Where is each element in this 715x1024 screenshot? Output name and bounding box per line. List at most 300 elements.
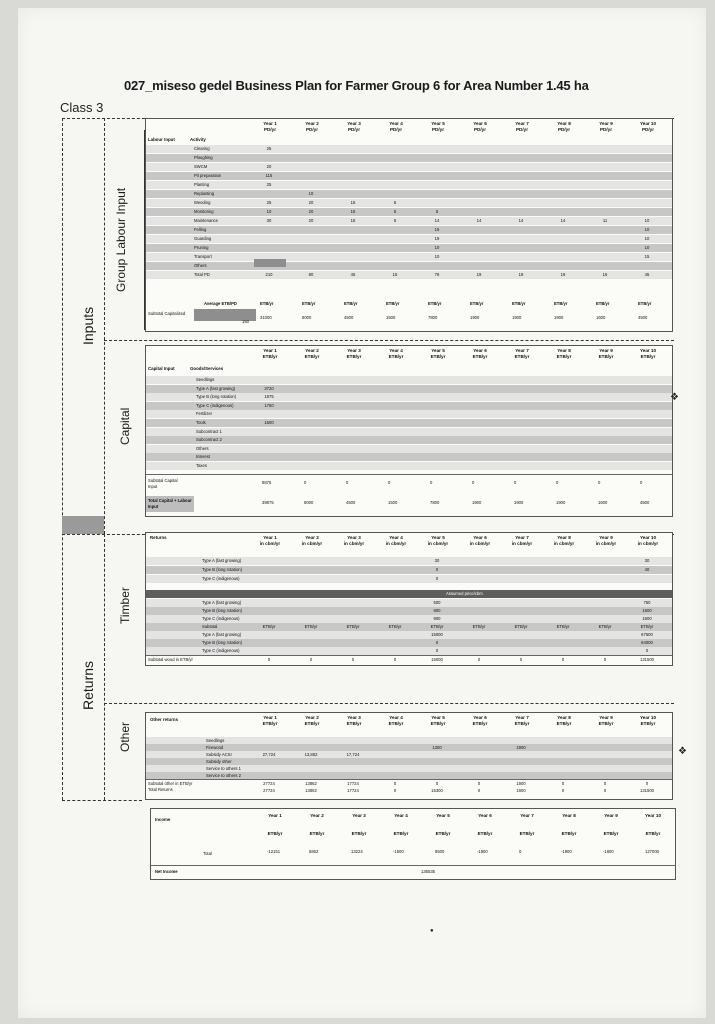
unit-label: ETB/yr <box>393 831 409 836</box>
unit-label: PD/yr <box>473 127 486 132</box>
row-label: Pruning <box>194 245 209 250</box>
unit-label: ETB/yr <box>472 624 486 629</box>
unit-label: ETB/yr <box>640 721 656 726</box>
row-label: Seedlings <box>196 377 215 382</box>
year-header <box>338 715 370 727</box>
year-label: Year 10 <box>644 813 662 818</box>
table-cell: 115 <box>265 173 273 178</box>
table-cell: 0 <box>477 657 481 662</box>
table-row <box>146 453 672 461</box>
year-header <box>464 715 496 727</box>
table-row <box>146 436 672 444</box>
returns-corner-label: Returns <box>150 535 167 540</box>
table-row <box>146 751 672 758</box>
table-row <box>146 199 672 207</box>
table-row <box>146 607 672 615</box>
table-cell: 30 <box>644 558 650 563</box>
year-header <box>506 535 538 547</box>
year-header <box>254 348 286 360</box>
year-label: Year 7 <box>515 348 529 353</box>
table-cell: 0 <box>393 788 397 793</box>
assumed-price-row <box>146 590 672 598</box>
unit-label: ETB/yr <box>304 624 318 629</box>
unit-label: PD/yr <box>389 127 402 132</box>
row-label: Subcontract 2 <box>196 437 222 443</box>
table-cell: 25 <box>266 146 272 151</box>
year-header <box>338 348 370 360</box>
table-cell: 10 <box>308 191 314 196</box>
row-label: Type A (fast growing) <box>202 600 242 605</box>
unit-label: ETB/yr <box>304 721 320 726</box>
unit-label: PD/yr <box>515 127 528 132</box>
returns-bottom-line <box>62 800 142 801</box>
year-label: Year 6 <box>473 715 487 720</box>
table-cell: 10 <box>644 227 650 232</box>
table-cell: 64000 <box>641 640 653 645</box>
year-header <box>296 348 328 360</box>
row-label: Firewood <box>206 745 224 750</box>
unit-label: ETB/yr <box>470 301 484 306</box>
unit-label: ETB/yr <box>304 354 320 359</box>
table-cell: 10 <box>434 245 440 250</box>
capital-header <box>146 346 672 372</box>
table-cell: 0 <box>267 657 271 662</box>
table-row <box>146 631 672 639</box>
row-label: Service to others 1 <box>206 766 241 771</box>
year-label: Year 4 <box>394 813 408 818</box>
separator-band <box>62 516 104 534</box>
income-header <box>151 809 675 835</box>
capital-side-label: Capital <box>118 407 132 445</box>
subtotal-cell: 0 <box>472 480 475 485</box>
subtotal-cell: 0 <box>304 480 307 485</box>
unit-label: in cbm/yr <box>301 541 323 546</box>
table-cell: 0 <box>519 657 523 662</box>
income-total-label: Total <box>203 851 212 856</box>
income-total-cell: -1900 <box>477 849 488 854</box>
unit-label: in cbm/yr <box>637 541 659 546</box>
unit-label: ETB/yr <box>344 301 358 306</box>
row-label: Transport <box>194 254 212 259</box>
subtotal-wood-row <box>146 655 672 664</box>
unit-label: ETB/yr <box>638 301 652 306</box>
table-cell: 15300 <box>431 788 443 793</box>
year-header <box>464 121 496 133</box>
timber-side-label: Timber <box>118 587 132 624</box>
row-label: Taxes <box>196 463 207 468</box>
unit-label: ETB/yr <box>386 301 400 306</box>
unit-label: in cbm/yr <box>343 541 365 546</box>
year-label: Year 5 <box>436 813 450 818</box>
table-cell: 5 <box>435 209 439 214</box>
net-income-divider <box>151 865 675 866</box>
year-label: Year 6 <box>473 121 487 126</box>
total-cell: 1900 <box>556 500 566 505</box>
total-returns-row <box>146 787 672 795</box>
table-row <box>146 737 672 744</box>
table-cell: 14 <box>518 218 524 223</box>
unit-label: PD/yr <box>431 127 444 132</box>
subtotal-cell: 1900 <box>512 315 522 320</box>
subtotal-cell: 4500 <box>638 315 648 320</box>
table-cell: 15 <box>350 218 356 223</box>
table-row <box>146 253 672 261</box>
table-cell: 1600 <box>642 616 652 621</box>
unit-label: ETB/yr <box>556 624 570 629</box>
total-returns-label: Total Returns <box>148 787 173 792</box>
unit-label: ETB/yr <box>309 831 325 836</box>
year-label: Year 7 <box>515 121 529 126</box>
year-header <box>254 535 286 547</box>
row-label: Others <box>194 263 207 268</box>
unit-label: ETB/yr <box>262 624 276 629</box>
year-label: Year 8 <box>557 715 571 720</box>
table-cell: 0 <box>603 657 607 662</box>
unit-label: ETB/yr <box>519 831 535 836</box>
year-label: Year 7 <box>520 813 534 818</box>
year-label: Year 3 <box>347 715 361 720</box>
row-label: Pit preparation <box>194 173 222 178</box>
year-label: Year 2 <box>305 121 319 126</box>
scan-mark: ❖ <box>670 392 679 403</box>
table-cell: 11 <box>602 218 608 223</box>
unit-label: ETB/yr <box>346 721 362 726</box>
year-header <box>296 121 328 133</box>
capital-subtotal-label: Subtotal Capital Input <box>148 478 178 489</box>
unit-label: ETB/yr <box>267 831 283 836</box>
table-cell: 20 <box>308 218 314 223</box>
year-header <box>590 535 622 547</box>
unit-label: ETB/yr <box>472 721 488 726</box>
table-cell: 20 <box>266 164 272 169</box>
year-header <box>590 121 622 133</box>
table-cell: 0 <box>435 640 439 645</box>
table-cell: 15000 <box>431 632 443 637</box>
table-row <box>146 419 672 427</box>
row-label: Fertilizer <box>196 411 213 417</box>
table-cell: 900 <box>433 608 441 613</box>
table-cell: 67500 <box>641 632 653 637</box>
table-cell: 20 <box>308 200 314 205</box>
capital-corner-label: Capital Input <box>148 366 175 371</box>
year-label: Year 3 <box>347 535 361 540</box>
subtotal-cell: 0 <box>388 480 391 485</box>
subtotal-cell: 8000 <box>302 315 312 320</box>
year-label: Year 5 <box>431 121 445 126</box>
table-row <box>146 217 672 225</box>
unit-label: ETB/yr <box>262 721 278 726</box>
table-cell: 0 <box>561 788 565 793</box>
table-row <box>146 271 672 279</box>
table-row <box>146 772 672 779</box>
year-header <box>506 348 538 360</box>
table-cell: 750 <box>643 600 651 605</box>
table-cell: 15 <box>644 254 650 259</box>
table-cell: 1875 <box>264 394 274 400</box>
table-cell: 10 <box>434 254 440 259</box>
table-cell: 210 <box>265 272 273 277</box>
unit-label: ETB/yr <box>603 831 619 836</box>
timber-bottom-line <box>104 703 674 704</box>
year-header <box>422 121 454 133</box>
table-cell: 0 <box>561 657 565 662</box>
unit-label: ETB/yr <box>556 721 572 726</box>
table-cell: 13,862 <box>304 752 318 757</box>
unit-label: ETB/yr <box>346 354 362 359</box>
row-label: Subtotal <box>202 624 218 629</box>
row-label: Total PD <box>194 272 210 277</box>
other-returns-table <box>145 712 673 800</box>
table-cell: 45 <box>644 272 650 277</box>
unit-label: ETB/yr <box>346 624 360 629</box>
row-label: Type C (indigenous) <box>202 576 240 581</box>
year-header <box>338 121 370 133</box>
returns-inner-line <box>104 534 105 800</box>
other-side-label: Other <box>118 721 132 752</box>
page-title: 027_miseso gedel Business Plan for Farmer Group 6 for Area Number 1.45 ha <box>124 78 589 93</box>
table-row <box>146 163 672 171</box>
table-row <box>146 145 672 153</box>
row-label: Type B (long rotation) <box>202 608 243 613</box>
table-row <box>146 410 672 418</box>
unit-label: PD/yr <box>599 127 612 132</box>
table-cell: 1900 <box>516 788 526 793</box>
subtotal-cell: 1500 <box>386 315 396 320</box>
table-cell: 0 <box>435 781 439 786</box>
table-cell: 17,724 <box>346 752 360 757</box>
table-row <box>146 599 672 607</box>
table-cell: 20 <box>308 209 314 214</box>
table-row <box>146 235 672 243</box>
row-label: Type B (long rotation) <box>202 567 243 572</box>
scan-mark: ❖ <box>678 746 687 757</box>
table-cell: 131500 <box>640 657 654 662</box>
unit-label: ETB/yr <box>262 354 278 359</box>
row-label: Others <box>196 445 209 451</box>
row-label: Ploughing <box>194 155 213 160</box>
year-label: Year 3 <box>347 121 361 126</box>
transport-shaded-cell <box>254 259 286 267</box>
year-label: Year 8 <box>557 121 571 126</box>
unit-label: ETB/yr <box>514 354 530 359</box>
row-label: Subtotal wood in ETB/yr <box>148 657 193 662</box>
year-header <box>548 535 580 547</box>
table-cell: 0 <box>477 788 481 793</box>
income-total-cell: -1900 <box>561 849 572 854</box>
unit-label: ETB/yr <box>430 354 446 359</box>
table-cell: 0 <box>351 657 355 662</box>
table-cell: 15 <box>392 272 398 277</box>
table-cell: 17724 <box>347 781 359 786</box>
unit-label: ETB/yr <box>472 354 488 359</box>
year-label: Year 9 <box>604 813 618 818</box>
year-label: Year 3 <box>352 813 366 818</box>
row-label: Maintenance <box>194 218 218 223</box>
table-cell: 14 <box>560 218 566 223</box>
year-label: Year 2 <box>305 348 319 353</box>
year-label: Year 2 <box>305 715 319 720</box>
subtotal-cell: 1600 <box>596 315 606 320</box>
row-label: Type B (long rotation) <box>196 394 237 400</box>
year-label: Year 1 <box>263 535 277 540</box>
table-cell: 15 <box>350 200 356 205</box>
subtotal-cell: 0 <box>514 480 517 485</box>
class-label: Class 3 <box>60 100 104 115</box>
year-label: Year 6 <box>478 813 492 818</box>
income-total-cell: -1500 <box>393 849 404 854</box>
total-cell: 1600 <box>598 500 608 505</box>
table-cell: 15 <box>434 227 440 232</box>
unit-label: ETB/yr <box>514 624 528 629</box>
unit-label: ETB/yr <box>598 721 614 726</box>
unit-label: PD/yr <box>557 127 570 132</box>
unit-label: PD/yr <box>263 127 276 132</box>
unit-label: ETB/yr <box>435 831 451 836</box>
table-cell: 5 <box>393 218 397 223</box>
year-label: Year 5 <box>431 348 445 353</box>
subtotal-cell: 0 <box>430 480 433 485</box>
year-label: Year 4 <box>389 348 403 353</box>
year-label: Year 2 <box>310 813 324 818</box>
year-label: Year 9 <box>599 348 613 353</box>
table-cell: 10 <box>644 218 650 223</box>
total-cell: 7800 <box>430 500 440 505</box>
row-label: Type C (indigenous) <box>202 616 240 621</box>
unit-label: ETB/yr <box>514 721 530 726</box>
year-header <box>464 348 496 360</box>
year-label: Year 1 <box>263 121 277 126</box>
table-cell: 25 <box>266 200 272 205</box>
table-row <box>146 615 672 623</box>
row-label: Type A (fast growing) <box>202 632 242 637</box>
table-row <box>146 181 672 189</box>
unit-label: ETB/yr <box>640 624 654 629</box>
year-header <box>422 535 454 547</box>
income-total-cell: 8500 <box>435 849 445 854</box>
income-total-cell: 127000 <box>645 849 659 854</box>
table-cell: 1900 <box>516 781 526 786</box>
income-total-cell: 0 <box>519 849 522 854</box>
table-cell: 27,724 <box>262 752 276 757</box>
timber-header <box>146 533 672 559</box>
unit-label: ETB/yr <box>430 624 444 629</box>
year-header <box>380 535 412 547</box>
labour-subtotal-value: 150 <box>242 319 249 324</box>
table-cell: 27724 <box>263 781 275 786</box>
table-cell: 30 <box>266 218 272 223</box>
table-cell: 0 <box>393 657 397 662</box>
subtotal-cell: 8875 <box>262 480 272 485</box>
row-label: Seedlings <box>206 738 225 743</box>
unit-label: ETB/yr <box>512 301 526 306</box>
row-label: Type A (fast growing) <box>202 558 242 563</box>
other-corner-label: Other returns <box>150 717 179 722</box>
table-row <box>146 575 672 583</box>
unit-label: ETB/yr <box>428 301 442 306</box>
table-cell: 16 <box>602 272 608 277</box>
table-cell: 15000 <box>431 657 443 662</box>
total-cell: 4500 <box>640 500 650 505</box>
unit-label: ETB/yr <box>260 301 274 306</box>
table-cell: 27724 <box>263 788 275 793</box>
activity-corner-label: Activity <box>190 137 206 142</box>
year-header <box>506 121 538 133</box>
labour-input-table <box>145 118 673 332</box>
unit-label: in cbm/yr <box>259 541 281 546</box>
table-row <box>146 393 672 401</box>
table-cell: 13862 <box>305 788 317 793</box>
row-label: Assumed price/cbm <box>446 591 483 596</box>
row-label: Replanting <box>194 191 215 196</box>
table-cell: 500 <box>433 600 441 605</box>
row-label: Type C (indigenous) <box>202 648 240 653</box>
year-header <box>548 348 580 360</box>
row-label: Type B (long rotation) <box>202 640 243 645</box>
table-cell: 45 <box>350 272 356 277</box>
table-cell: 0 <box>477 781 481 786</box>
row-label: Interest <box>196 454 210 460</box>
total-cell: 1500 <box>388 500 398 505</box>
average-label: Average ETB/PD <box>204 301 237 306</box>
table-cell: 10 <box>644 245 650 250</box>
row-label: Clearing <box>194 146 210 151</box>
labour-header <box>146 119 672 145</box>
row-label: Guarding <box>194 236 212 241</box>
year-header <box>548 121 580 133</box>
subtotal-cell: 7800 <box>428 315 438 320</box>
table-cell: 0 <box>561 781 565 786</box>
year-label: Year 10 <box>639 535 657 540</box>
year-header <box>506 715 538 727</box>
year-label: Year 1 <box>268 813 282 818</box>
table-cell: 78 <box>434 272 440 277</box>
table-cell: 0 <box>435 576 439 581</box>
year-header <box>632 535 664 547</box>
other-header <box>146 713 672 739</box>
total-cell: 1900 <box>472 500 482 505</box>
table-row <box>146 566 672 574</box>
unit-label: in cbm/yr <box>385 541 407 546</box>
year-header <box>254 121 286 133</box>
labour-subtotal-label: Subtotal Capitalized <box>148 311 186 316</box>
subtotal-cell: 0 <box>640 480 643 485</box>
table-cell: 13862 <box>305 781 317 786</box>
year-label: Year 4 <box>389 715 403 720</box>
frame-inner-line <box>104 118 105 534</box>
table-row <box>146 647 672 655</box>
unit-label: in cbm/yr <box>553 541 575 546</box>
unit-label: in cbm/yr <box>511 541 533 546</box>
table-row <box>146 402 672 410</box>
subtotal-cell: 4500 <box>344 315 354 320</box>
table-cell: 0 <box>603 788 607 793</box>
subtotal-cell: 0 <box>598 480 601 485</box>
table-cell: 19 <box>476 272 482 277</box>
unit-label: in cbm/yr <box>469 541 491 546</box>
row-label: Subtotal other in ETB/yr <box>148 781 193 786</box>
year-label: Year 6 <box>473 535 487 540</box>
capital-subtotal-divider <box>146 474 672 475</box>
unit-label: ETB/yr <box>430 721 446 726</box>
table-row <box>146 428 672 436</box>
table-cell: 0 <box>603 781 607 786</box>
unit-label: PD/yr <box>305 127 318 132</box>
table-cell: 10 <box>644 236 650 241</box>
labour-corner-label: Labour Input <box>148 137 175 142</box>
subtotal-cell: 1900 <box>554 315 564 320</box>
returns-side-label: Returns <box>80 660 96 710</box>
unit-label: in cbm/yr <box>595 541 617 546</box>
